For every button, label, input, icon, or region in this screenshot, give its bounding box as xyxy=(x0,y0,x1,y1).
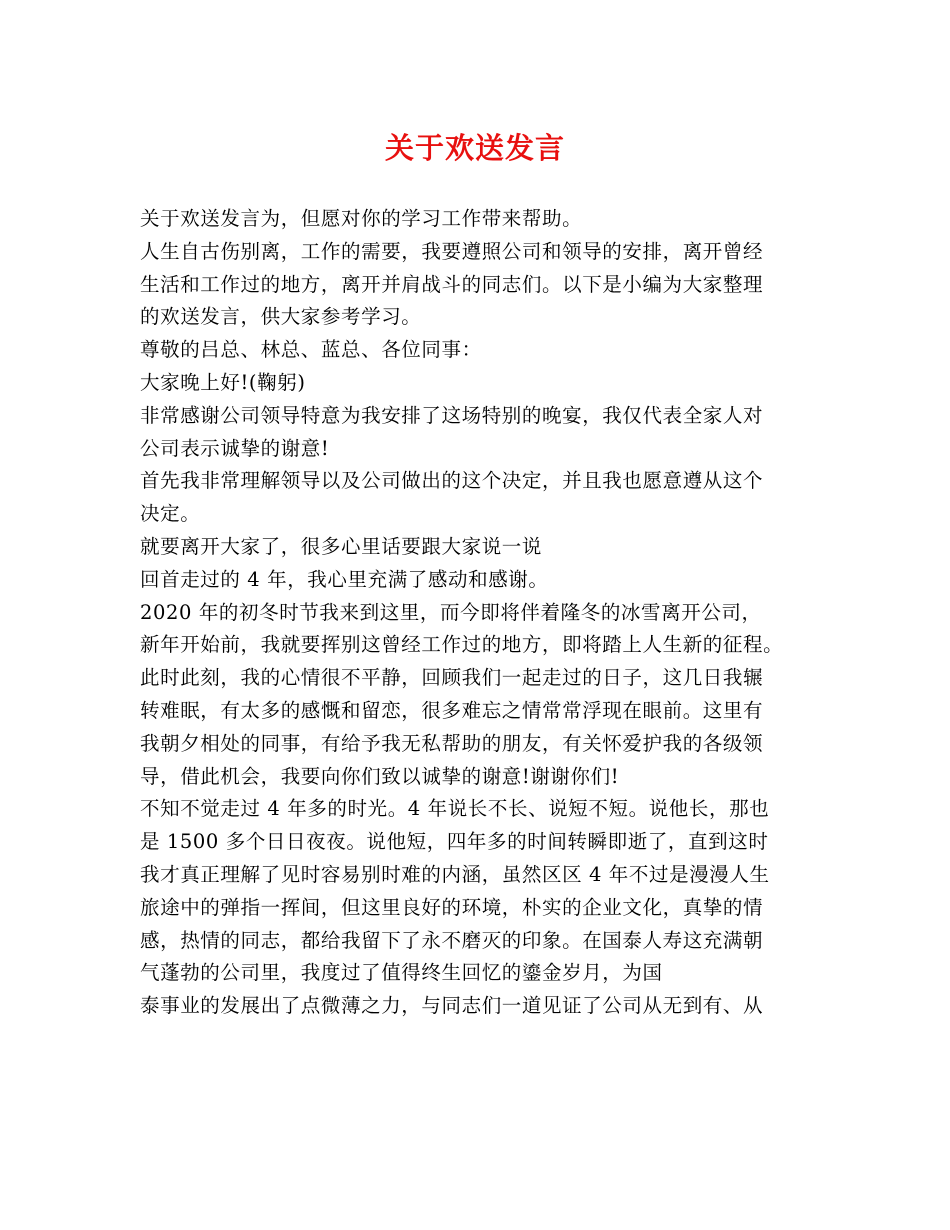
body-line: 泰事业的发展出了点微薄之力，与同志们一道见证了公司从无到有、从 xyxy=(140,994,764,1018)
body-line: 公司表示诚挚的谢意! xyxy=(140,436,330,460)
body-line: 生活和工作过的地方，离开并肩战斗的同志们。以下是小编为大家整理 xyxy=(140,272,764,296)
body-line: 决定。 xyxy=(140,502,201,526)
body-line: 的欢送发言，供大家参考学习。 xyxy=(140,305,422,329)
body-line: 人生自古伤别离，工作的需要，我要遵照公司和领导的安排，离开曾经 xyxy=(140,239,764,263)
body-line: 首先我非常理解领导以及公司做出的这个决定，并且我也愿意遵从这个 xyxy=(140,469,764,493)
body-line: 气蓬勃的公司里，我度过了值得终生回忆的鎏金岁月，为国 xyxy=(140,961,663,985)
body-line: 关于欢送发言为，但愿对你的学习工作带来帮助。 xyxy=(140,207,583,230)
body-line: 导，借此机会，我要向你们致以诚挚的谢意!谢谢你们! xyxy=(140,764,620,788)
body-line: 就要离开大家了，很多心里话要跟大家说一说 xyxy=(140,534,543,558)
body-line: 新年开始前，我就要挥别这曾经工作过的地方，即将踏上人生新的征程。 xyxy=(140,633,784,657)
body-line: 非常感谢公司领导特意为我安排了这场特别的晚宴，我仅代表全家人对 xyxy=(140,403,764,427)
body-line: 大家晚上好!(鞠躬) xyxy=(140,370,306,394)
body-line: 感，热情的同志，都给我留下了永不磨灭的印象。在国泰人寿这充满朝 xyxy=(140,928,764,952)
body-line: 2020 年的初冬时节我来到这里，而今即将伴着隆冬的冰雪离开公司， xyxy=(140,600,762,624)
body-line: 此时此刻，我的心情很不平静，回顾我们一起走过的日子，这几日我辗 xyxy=(140,666,764,690)
body-line: 旅途中的弹指一挥间，但这里良好的环境，朴实的企业文化，真挚的情 xyxy=(140,895,764,919)
body-line: 转难眠，有太多的感慨和留恋，很多难忘之情常常浮现在眼前。这里有 xyxy=(140,698,764,722)
document-body xyxy=(140,203,830,1023)
body-line: 回首走过的 4 年，我心里充满了感动和感谢。 xyxy=(140,567,549,591)
document-title: 关于欢送发言 xyxy=(384,131,565,165)
body-line: 不知不觉走过 4 年多的时光。4 年说长不长、说短不短。说他长，那也 xyxy=(140,797,770,821)
body-line: 我朝夕相处的同事，有给予我无私帮助的朋友，有关怀爱护我的各级领 xyxy=(140,731,764,755)
body-line: 我才真正理解了见时容易别时难的内涵，虽然区区 4 年不过是漫漫人生 xyxy=(140,862,770,886)
body-line: 尊敬的吕总、林总、蓝总、各位同事： xyxy=(140,338,482,362)
body-line: 是 1500 多个日日夜夜。说他短，四年多的时间转瞬即逝了，直到这时 xyxy=(140,830,769,854)
